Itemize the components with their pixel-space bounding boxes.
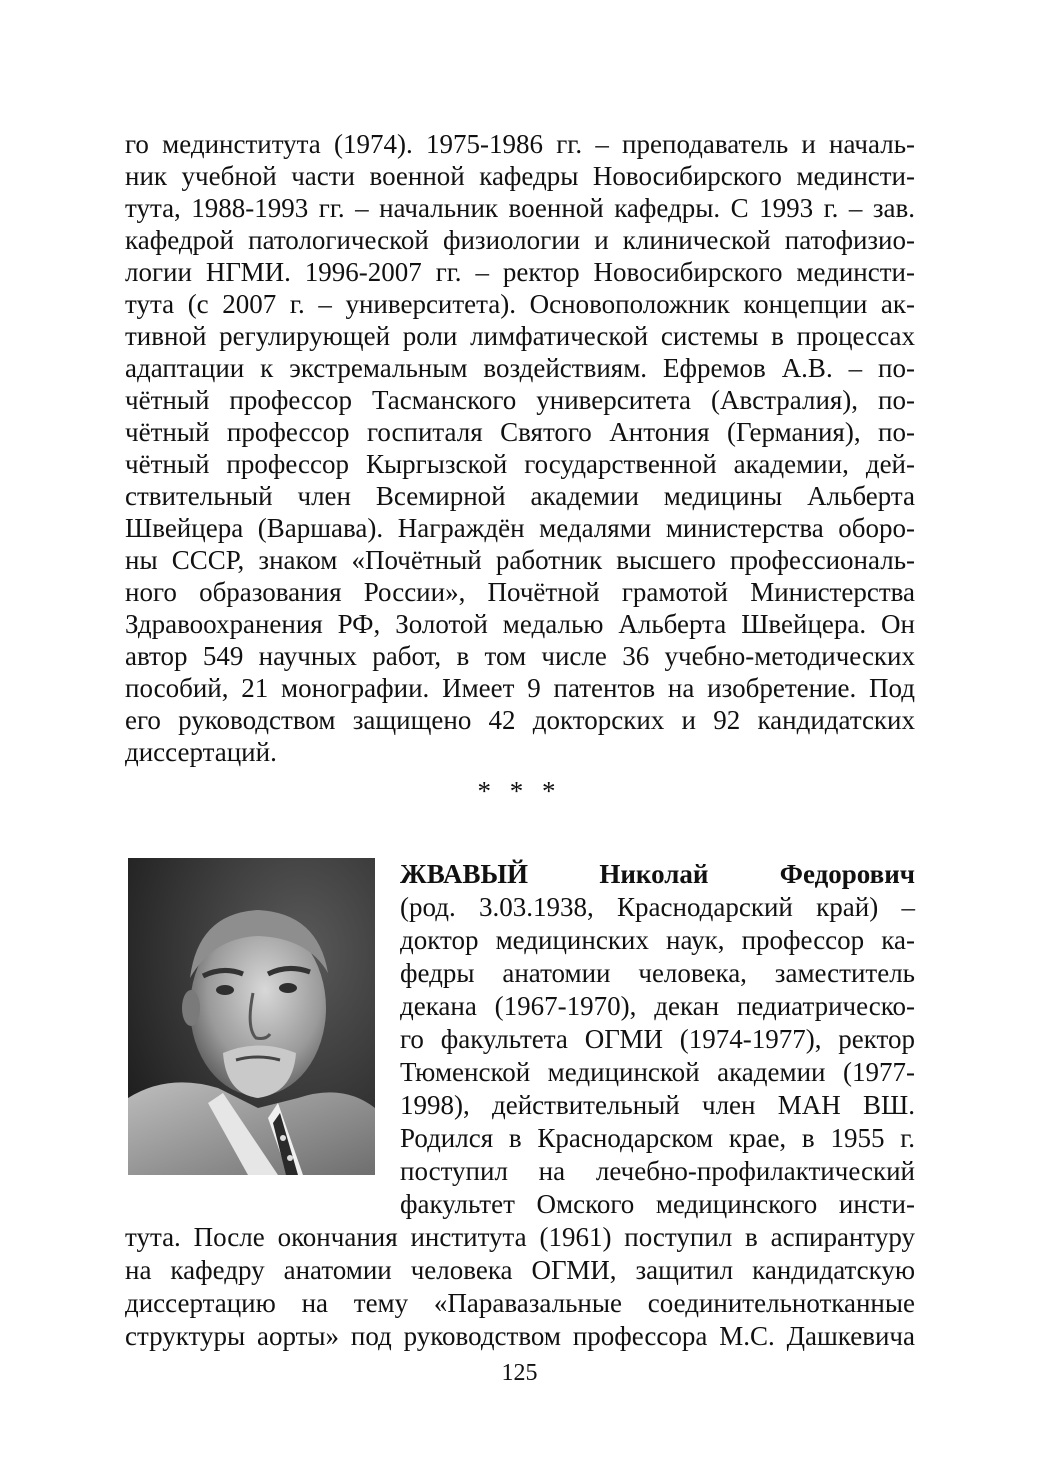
text-line: федры анатомии человека, заместитель: [400, 958, 915, 988]
text-line: ствительный член Всемирной академии медицины Альберта: [125, 481, 915, 511]
text-line: тута (с 2007 г. – университета). Основоположник концепции ак-: [125, 289, 915, 319]
text-line: кафедрой патологической физиологии и клинической патофизио-: [125, 225, 915, 255]
text-line: (род. 3.03.1938, Краснодарский край) –: [400, 892, 915, 922]
entry-heading: [400, 858, 915, 891]
text-line: го мединститута (1974). 1975-1986 гг. – преподаватель и началь-: [125, 129, 915, 159]
text-line: пособий, 21 монографии. Имеет 9 патентов на изобретение. Под: [125, 673, 915, 703]
text-line: ник учебной части военной кафедры Новосибирского мединсти-: [125, 161, 915, 191]
text-line: Здравоохранения РФ, Золотой медалью Альберта Швейцера. Он: [125, 609, 915, 639]
text-line: ны СССР, знаком «Почётный работник высшего профессиональ-: [125, 545, 915, 575]
text-line: тута. После окончания института (1961) поступил в аспирантуру: [125, 1222, 915, 1252]
text-line: декана (1967-1970), декан педиатрическо-: [400, 991, 915, 1021]
text-line: факультет Омского медицинского инсти-: [400, 1189, 915, 1219]
portrait-photo: [128, 858, 375, 1175]
text-line: чётный профессор госпиталя Святого Антония (Германия), по-: [125, 417, 915, 447]
text-line: диссертацию на тему «Паравазальные соединительнотканные: [125, 1288, 915, 1318]
section-separator: * * *: [477, 776, 562, 806]
text-line: Родился в Краснодарском крае, в 1955 г.: [400, 1123, 915, 1153]
text-line: доктор медицинских наук, профессор ка-: [400, 925, 915, 955]
text-line: диссертаций.: [125, 737, 277, 767]
text-line: тута, 1988-1993 гг. – начальник военной кафедры. С 1993 г. – зав.: [125, 193, 915, 223]
text-line: на кафедру анатомии человека ОГМИ, защитил кандидатскую: [125, 1255, 915, 1285]
text-line: тивной регулирующей роли лимфатической системы в процессах: [125, 321, 915, 351]
text-line: его руководством защищено 42 докторских и 92 кандидатских: [125, 705, 915, 735]
text-line: 1998), действительный член МАН ВШ.: [400, 1090, 915, 1120]
text-line: чётный профессор Тасманского университета (Австралия), по-: [125, 385, 915, 415]
text-line: логии НГМИ. 1996-2007 гг. – ректор Новосибирского мединсти-: [125, 257, 915, 287]
text-line: Швейцера (Варшава). Награждён медалями министерства оборо-: [125, 513, 915, 543]
text-line: ного образования России», Почётной грамотой Министерства: [125, 577, 915, 607]
entry-name: ЖВАВЫЙ Николай Федорович: [400, 859, 915, 889]
text-line: структуры аорты» под руководством профессора М.С. Дашкевича: [125, 1321, 915, 1351]
text-line: автор 549 научных работ, в том числе 36 учебно-методических: [125, 641, 915, 671]
text-line: адаптации к экстремальным воздействиям. Ефремов А.В. – по-: [125, 353, 915, 383]
text-line: го факультета ОГМИ (1974-1977), ректор: [400, 1024, 915, 1054]
page-number: 125: [501, 1360, 538, 1386]
text-line: Тюменской медицинской академии (1977-: [400, 1057, 915, 1087]
text-line: поступил на лечебно-профилактический: [400, 1156, 915, 1186]
text-line: чётный профессор Кыргызской государственной академии, дей-: [125, 449, 915, 479]
